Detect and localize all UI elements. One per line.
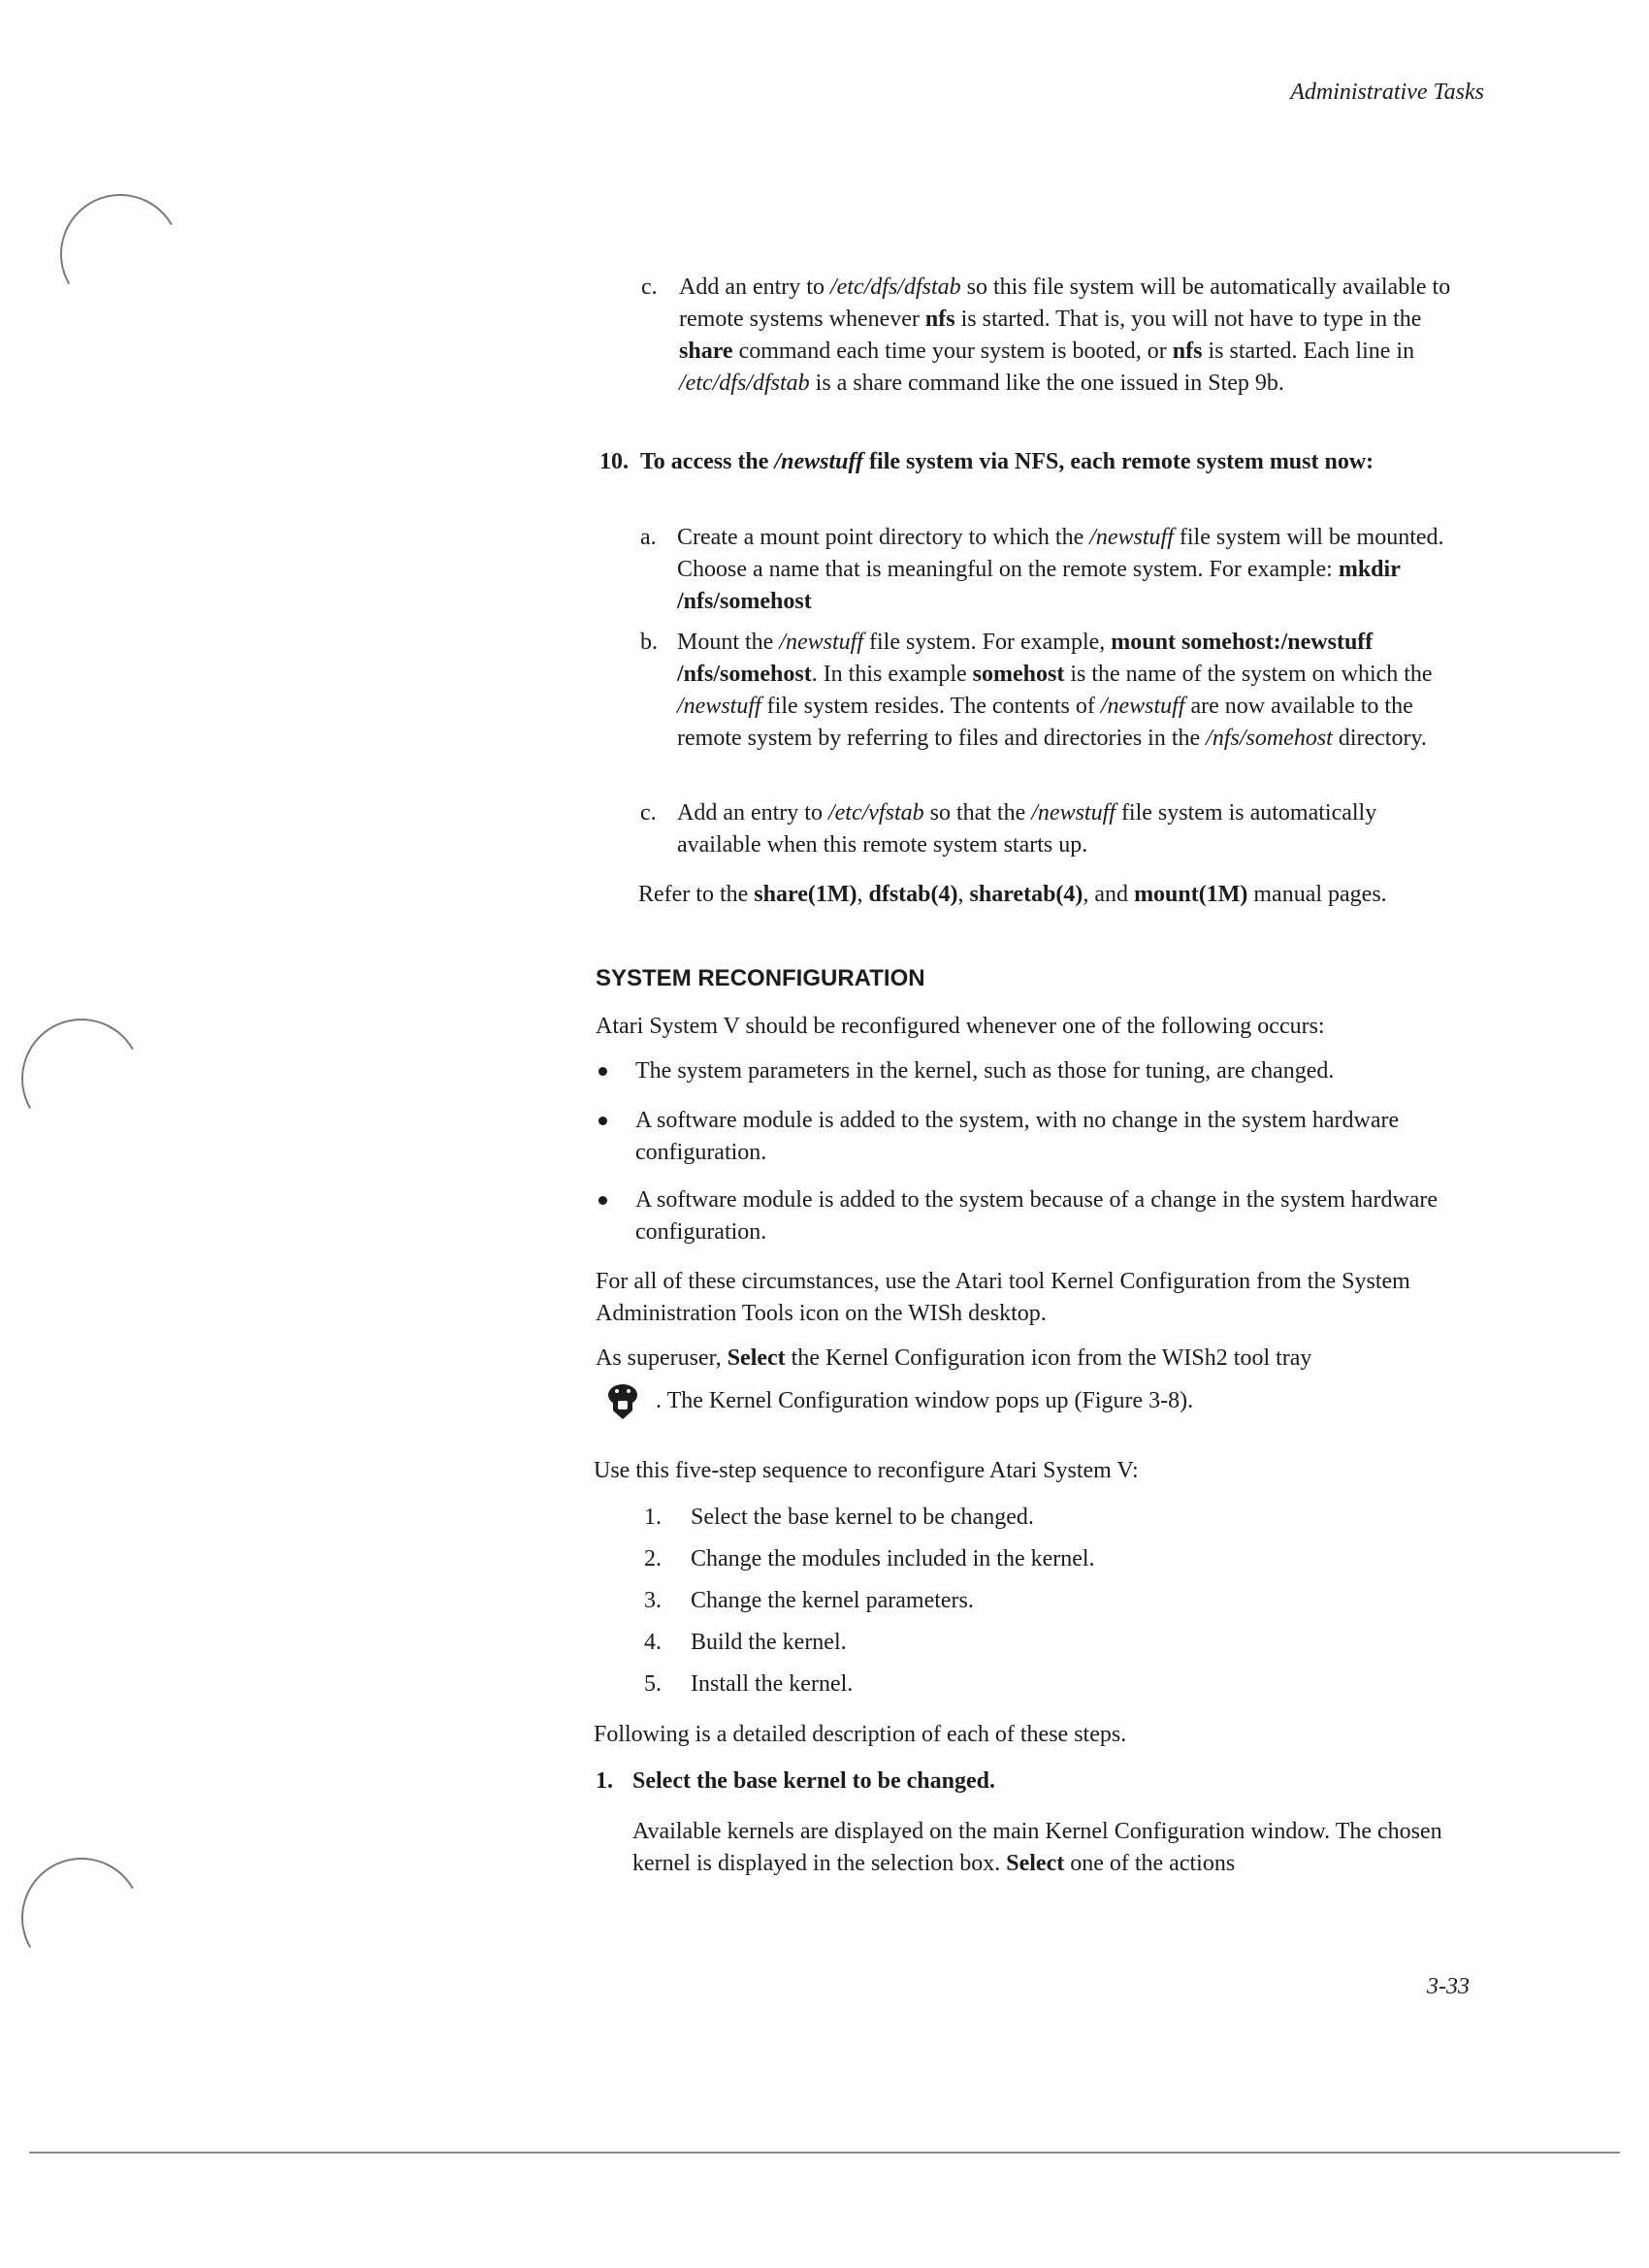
binder-hole-bottom bbox=[8, 1844, 155, 1992]
step-text: Install the kernel. bbox=[691, 1671, 854, 1697]
page-bottom-rule bbox=[29, 2152, 1620, 2154]
step-number: 5. bbox=[644, 1671, 662, 1697]
bullet-dot bbox=[598, 1196, 607, 1205]
bullet-dot bbox=[598, 1067, 607, 1076]
item-10a-label: a. bbox=[640, 525, 657, 550]
paragraph-window-popup: . The Kernel Configuration window pops up (Figure 3-8). bbox=[656, 1388, 1194, 1413]
paragraph-sequence-intro: Use this five-step sequence to reconfigure Atari System V: bbox=[594, 1458, 1139, 1483]
refer-paragraph: Refer to the share(1M), dfstab(4), sharetab(4), and mount(1M) manual pages. bbox=[638, 882, 1387, 907]
item-10b-label: b. bbox=[640, 630, 658, 655]
paragraph-circumstances: For all of these circumstances, use the Atari tool Kernel Configuration from the System Administration Tools icon on the WISh desktop. bbox=[596, 1269, 1410, 1326]
page-number: 3-33 bbox=[1427, 1974, 1470, 1999]
item-10c-text: Add an entry to /etc/vfstab so that the /newstuff file system is automatically available when this remote system starts up. bbox=[677, 800, 1377, 858]
item-10c-label: c. bbox=[640, 800, 657, 826]
binder-hole-top bbox=[47, 180, 194, 328]
paragraph-superuser: As superuser, Select the Kernel Configuration icon from the WISh2 tool tray bbox=[596, 1345, 1312, 1371]
kernel-config-icon bbox=[605, 1381, 640, 1420]
step-10-heading: To access the /newstuff file system via NFS, each remote system must now: bbox=[640, 449, 1374, 474]
step-text: Build the kernel. bbox=[691, 1630, 847, 1655]
step-text: Select the base kernel to be changed. bbox=[691, 1505, 1034, 1530]
paragraph-available-kernels: Available kernels are displayed on the main Kernel Configuration window. The chosen kernel is displayed in the selection box. Select one of the actions bbox=[632, 1819, 1442, 1876]
step-number: 4. bbox=[644, 1630, 662, 1655]
step-10-number: 10. bbox=[599, 449, 629, 474]
section-intro: Atari System V should be reconfigured whenever one of the following occurs: bbox=[596, 1014, 1325, 1039]
subsection-title: Select the base kernel to be changed. bbox=[632, 1768, 995, 1794]
subsection-number: 1. bbox=[596, 1768, 613, 1794]
item-10a-text: Create a mount point directory to which the /newstuff file system will be mounted. Choose a name that is meaningful on the remote system. For example: mkdir /nfs/somehost bbox=[677, 525, 1444, 614]
bullet-item: A software module is added to the system, with no change in the system hardware configuration. bbox=[635, 1108, 1400, 1165]
item-9c-text: Add an entry to /etc/dfs/dfstab so this file system will be automatically available to remote systems whenever nfs is started. That is, you will not have to type in the share command each time your system is booted, or nfs is started. Each line in /etc/dfs/dfstab is a share command like the one issued in Step 9b. bbox=[679, 275, 1451, 396]
binder-hole-middle bbox=[8, 1005, 155, 1152]
step-number: 2. bbox=[644, 1546, 662, 1571]
bullet-dot bbox=[598, 1117, 607, 1125]
section-heading: SYSTEM RECONFIGURATION bbox=[596, 965, 925, 991]
step-number: 3. bbox=[644, 1588, 662, 1613]
step-text: Change the modules included in the kernel. bbox=[691, 1546, 1095, 1571]
bullet-item: The system parameters in the kernel, such as those for tuning, are changed. bbox=[635, 1058, 1335, 1084]
paragraph-following: Following is a detailed description of each of these steps. bbox=[594, 1722, 1127, 1747]
running-header: Administrative Tasks bbox=[1290, 80, 1484, 105]
bullet-item: A software module is added to the system because of a change in the system hardware configuration. bbox=[635, 1187, 1439, 1245]
step-number: 1. bbox=[644, 1505, 662, 1530]
item-10b-text: Mount the /newstuff file system. For example, mount somehost:/newstuff /nfs/somehost. In this example somehost is the name of the system on which the /newstuff file system resides. The contents of /newstuff are now available to the remote system by referring to files and directories in the /nfs/somehost directory. bbox=[677, 630, 1433, 751]
item-9c-label: c. bbox=[641, 275, 658, 300]
step-text: Change the kernel parameters. bbox=[691, 1588, 974, 1613]
